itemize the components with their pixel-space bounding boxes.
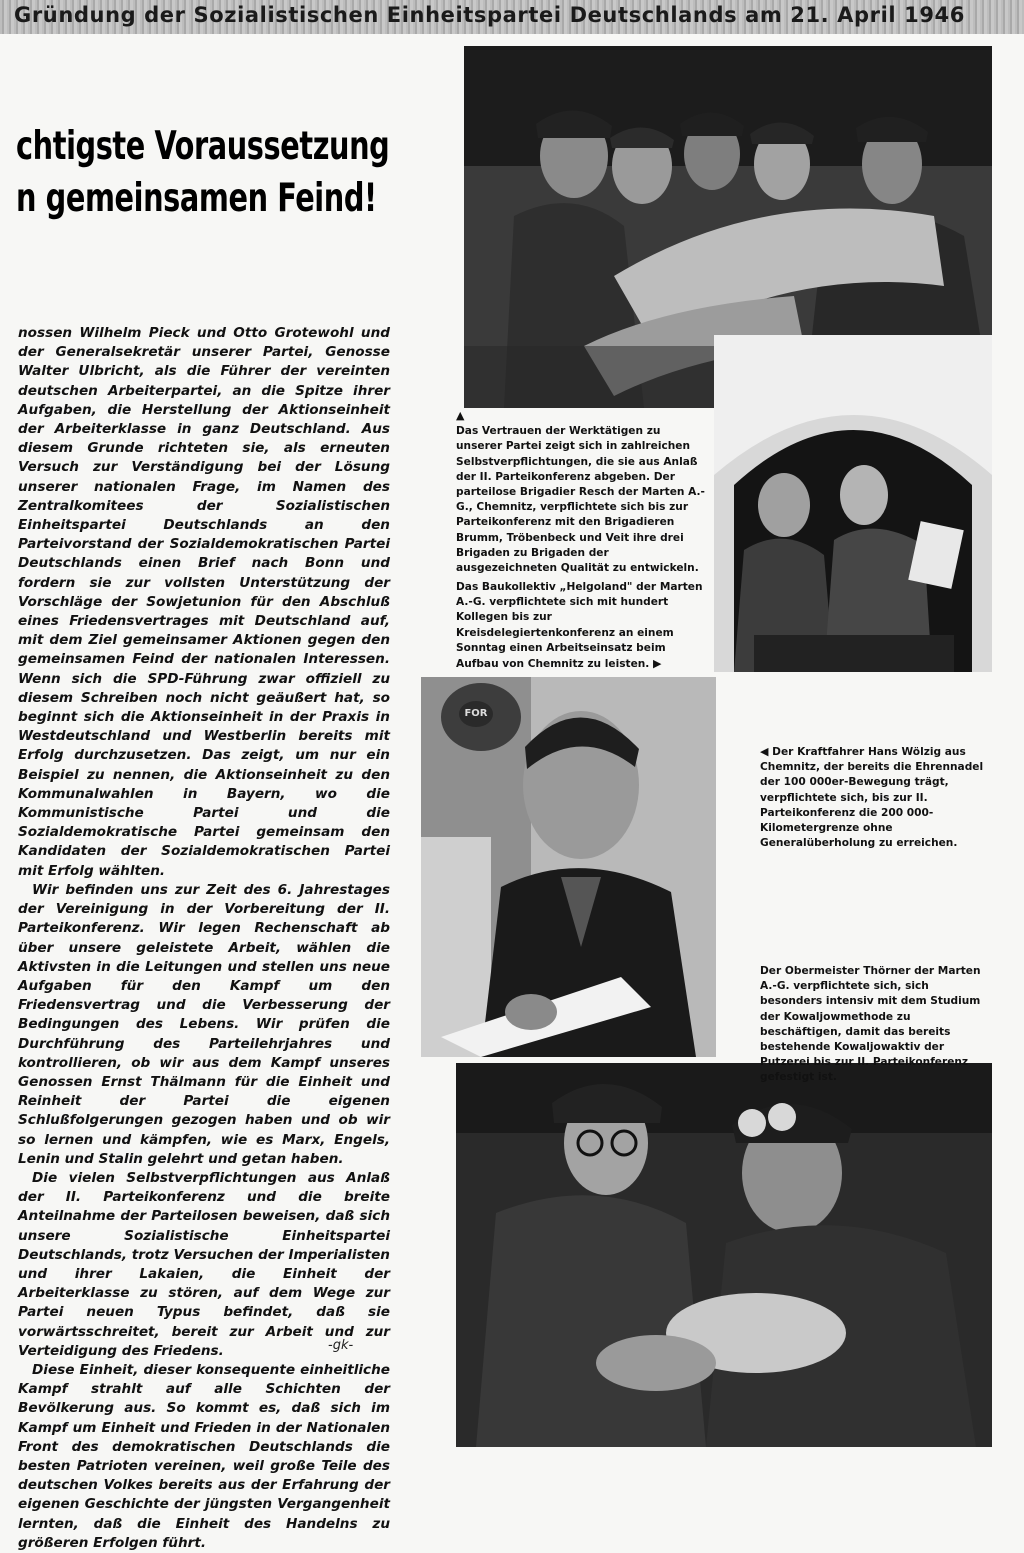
photo-driver-portrait bbox=[421, 677, 716, 1057]
headline-line-1: chtigste Voraussetzung bbox=[16, 124, 390, 169]
caption-arrow-right: ▶ bbox=[653, 657, 662, 671]
caption-brigade bbox=[456, 408, 710, 576]
article-paragraph-1: nossen Wilhelm Pieck und Otto Grotewohl und der Generalsekretär unserer Partei, Genosse Walter Ulbricht, als die Führer der vereinten deutschen Arbeiterpartei, an die Spitze ihrer Aufgaben, die Herstellung der Aktionseinheit der Arbeiterklasse in ganz Deutschland. Aus diesem Grunde richteten sie, als erneuten Versuch zur Verständigung bei der Lösung unserer nationalen Frage, im Namen des Zentralkomitees der Sozialistischen Einheitspartei Deutschlands an den Parteivorstand der Sozialdemokratischen Partei Deutschlands einen Brief nach Bonn und fordern sie zur vollsten Unterstützung der Vorschläge der Sowjetunion für den Abschluß eines Friedensvertrages mit Deutschland auf, mit dem Ziel gemeinsamer Aktionen gegen den gemeinsamen Feind der nationalen Interessen. Wenn sich die SPD-Führung zwar offiziell zu diesem Schreiben noch nicht geäußert hat, so beginnt sich die Aktionseinheit in der Praxis in Westdeutschland und Westberlin bereits mit Erfolg durchzusetzen. Das zeigt, um nur ein Beispiel zu nennen, die Aktionseinheit zu den Kommunalwahlen in Bayern, wo die Kommunistische Partei und die Sozialdemokratische Partei gemeinsam den Kandidaten der Sozialdemokratischen Partei mit Erfolg wählten. bbox=[18, 325, 390, 879]
caption-baukollektiv-text: Das Baukollektiv „Helgoland" der Marten A.-G. verpflichtete sich mit hundert Kollegen bis zur Kreisdelegiertenkonferenz an einem Sonntag einen Arbeitseinsatz beim Aufbau von Chemnitz zu leisten. bbox=[456, 581, 703, 671]
caption-arrow-up: ▲ bbox=[456, 409, 465, 422]
caption-baukollektiv bbox=[456, 580, 706, 672]
caption-obermeister bbox=[760, 964, 984, 1086]
article-body bbox=[18, 324, 390, 1553]
header-banner bbox=[0, 0, 1024, 34]
caption-driver-text: Der Kraftfahrer Hans Wölzig aus Chemnitz, der bereits die Ehrennadel der 100 000er-Bewegung trägt, verpflichtete sich, bis zur II. Parteikonferenz die 200 000-Kilometergrenze ohne Generalüberholung zu erreichen. bbox=[760, 746, 984, 850]
caption-arrow-left: ◀ bbox=[760, 745, 769, 758]
caption-obermeister-text: Der Obermeister Thörner der Marten A.-G. verpflichtete sich, sich besonders intensiv mit dem Studium der Kowaljowmethode zu beschäftigen, damit das bereits bestehende Kowaljowaktiv der Putzerei bis zur II. Parteikonferenz gefestigt ist. bbox=[760, 965, 981, 1084]
article-paragraph-4: Diese Einheit, dieser konsequente einheitliche Kampf strahlt auf alle Schichten der Bevölkerung aus. So kommt es, daß sich im Kampf um Einheit und Frieden in der Nationalen Front des demokratischen Deutschlands die besten Patrioten vereinen, weil große Teile des deutschen Volkes bereits aus der Erfahrung der eigenen Geschichte der jüngsten Vergangenheit lernten, daß die Einheit des Handelns zu größeren Erfolgen führt. bbox=[18, 1361, 390, 1551]
photo-furnace-arch bbox=[714, 335, 992, 672]
article-signature: -gk- bbox=[328, 1338, 354, 1353]
headline-line-2: n gemeinsamen Feind! bbox=[16, 176, 377, 221]
caption-driver bbox=[760, 744, 984, 851]
caption-brigade-text: Das Vertrauen der Werktätigen zu unserer Partei zeigt sich in zahlreichen Selbstverpflichtungen, die sie aus Anlaß der II. Parteikonferenz abgeben. Der parteilose Brigadier Resch der Marten A.-G., Chemnitz, verpflichtete sich bis zur Parteikonferenz mit den Brigadieren Brumm, Tröbenbeck und Veit ihre drei Brigaden zu Brigaden der ausgezeichneten Qualität zu entwickeln. bbox=[456, 425, 705, 575]
truck-badge: FOR bbox=[459, 701, 493, 727]
photo-workers-goggles bbox=[456, 1063, 992, 1447]
banner-title: Gründung der Sozialistischen Einheitspartei Deutschlands am 21. April 1946 bbox=[14, 3, 965, 27]
article-paragraph-2: Wir befinden uns zur Zeit des 6. Jahrestages der Vereinigung in der Vorbereitung der II. Parteikonferenz. Wir legen Rechenschaft ab über unsere geleistete Arbeit, wählen die Aktivsten in die Leitungen und stellen uns neue Aufgaben für den Kampf um den Friedensvertrag und die Verbesserung der Bedingungen des Lebens. Wir prüfen die Durchführung des Parteilehrjahres und kontrollieren, ob wir aus dem Kampf unseres Genossen Ernst Thälmann für die Einheit und Reinheit der Partei die eigenen Schlußfolgerungen gezogen haben und ob wir so lernen und kämpfen, wie es Marx, Engels, Lenin und Stalin gelehrt und getan haben. bbox=[18, 881, 390, 1167]
article-paragraph-3: Die vielen Selbstverpflichtungen aus Anlaß der II. Parteikonferenz und die breite Anteilnahme der Parteilosen beweisen, daß sich unsere Sozialistische Einheitspartei Deutschlands, trotz Versuchen der Imperialisten und ihrer Lakaien, die Einheit der Arbeiterklasse zu stören, auf dem Wege zur Partei neuen Typus befindet, daß sie vorwärtsschreitet, bereit zur Arbeit und zur Verteidigung des Friedens. bbox=[18, 1169, 390, 1359]
